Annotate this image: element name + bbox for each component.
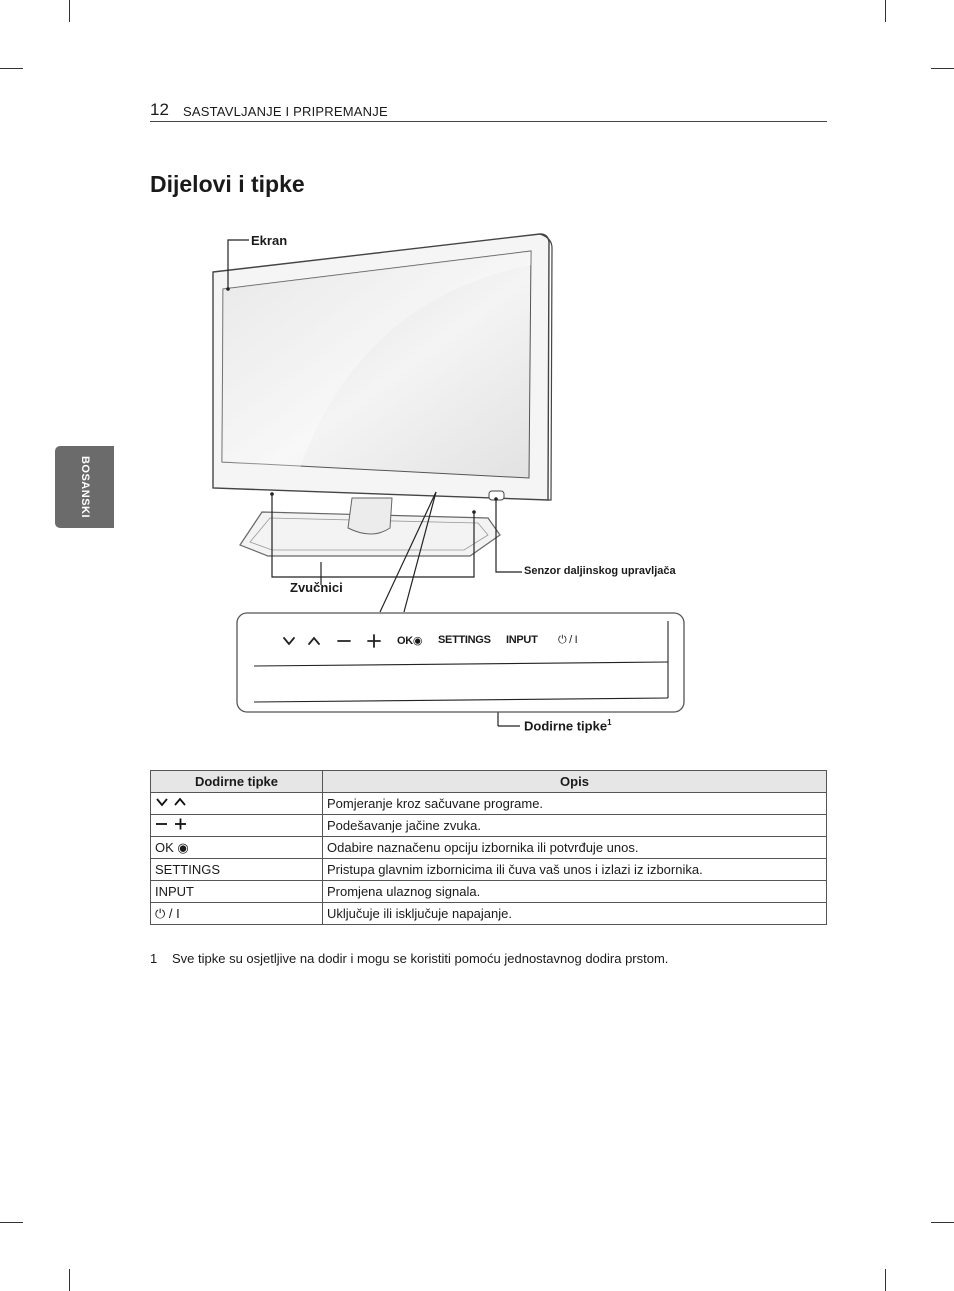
table-cell-desc: Podešavanje jačine zvuka.: [323, 815, 827, 837]
table-cell-key: INPUT: [151, 881, 323, 903]
footnote-text: Sve tipke su osjetljive na dodir i mogu se koristiti pomoću jednostavnog dodira prstom.: [172, 951, 669, 966]
table-cell-desc: Promjena ulaznog signala.: [323, 881, 827, 903]
table-cell-desc: Pristupa glavnim izbornicima ili čuva vaš unos i izlazi iz izbornika.: [323, 859, 827, 881]
crop-mark: [69, 1269, 70, 1291]
language-tab-label: BOSANSKI: [79, 455, 91, 519]
table-cell-key: ⏻ / I: [151, 903, 323, 925]
footnote-number: 1: [150, 951, 158, 966]
table-row: [151, 903, 827, 925]
crop-mark: [0, 1222, 23, 1223]
chevron-down-up-icon: [155, 796, 191, 808]
table-row: [151, 881, 827, 903]
stand-neck: [348, 498, 392, 534]
table-row: [151, 815, 827, 837]
input-button[interactable]: INPUT: [506, 634, 538, 646]
settings-button[interactable]: SETTINGS: [438, 634, 491, 646]
label-screen: Ekran: [251, 233, 288, 248]
table-header-keys: Dodirne tipke: [151, 771, 323, 793]
table-cell-desc: Pomjeranje kroz sačuvane programe.: [323, 793, 827, 815]
table-cell-key: OK ◉: [151, 837, 323, 859]
crop-mark: [931, 1222, 954, 1223]
table-row: [151, 793, 827, 815]
table-cell-key: SETTINGS: [151, 859, 323, 881]
touch-buttons-table: [150, 770, 827, 925]
table-cell-key: [151, 793, 323, 815]
table-row: [151, 837, 827, 859]
minus-plus-icon: [155, 818, 191, 830]
page-title: Dijelovi i tipke: [150, 171, 305, 197]
label-remote-sensor: Senzor daljinskog upravljača: [524, 565, 676, 577]
label-touch-buttons: [524, 718, 612, 733]
table-cell-key: [151, 815, 323, 837]
crop-mark: [885, 1269, 886, 1291]
ok-button[interactable]: OK◉: [397, 635, 423, 647]
label-touch-buttons-text: Dodirne tipke: [524, 718, 608, 734]
section-title: SASTAVLJANJE I PRIPREMANJE: [183, 104, 388, 119]
table-cell-desc: Odabire naznačenu opciju izbornika ili potvrđuje unos.: [323, 837, 827, 859]
footnote-marker: 1: [607, 718, 612, 727]
page-number: 12: [150, 100, 169, 119]
table-cell-desc: Uključuje ili isključuje napajanje.: [323, 903, 827, 925]
table-header-row: [151, 771, 827, 793]
table-header-description: Opis: [323, 771, 827, 793]
label-speakers: Zvučnici: [290, 580, 343, 595]
table-row: [151, 859, 827, 881]
power-button[interactable]: ⏻ / I: [558, 634, 578, 646]
